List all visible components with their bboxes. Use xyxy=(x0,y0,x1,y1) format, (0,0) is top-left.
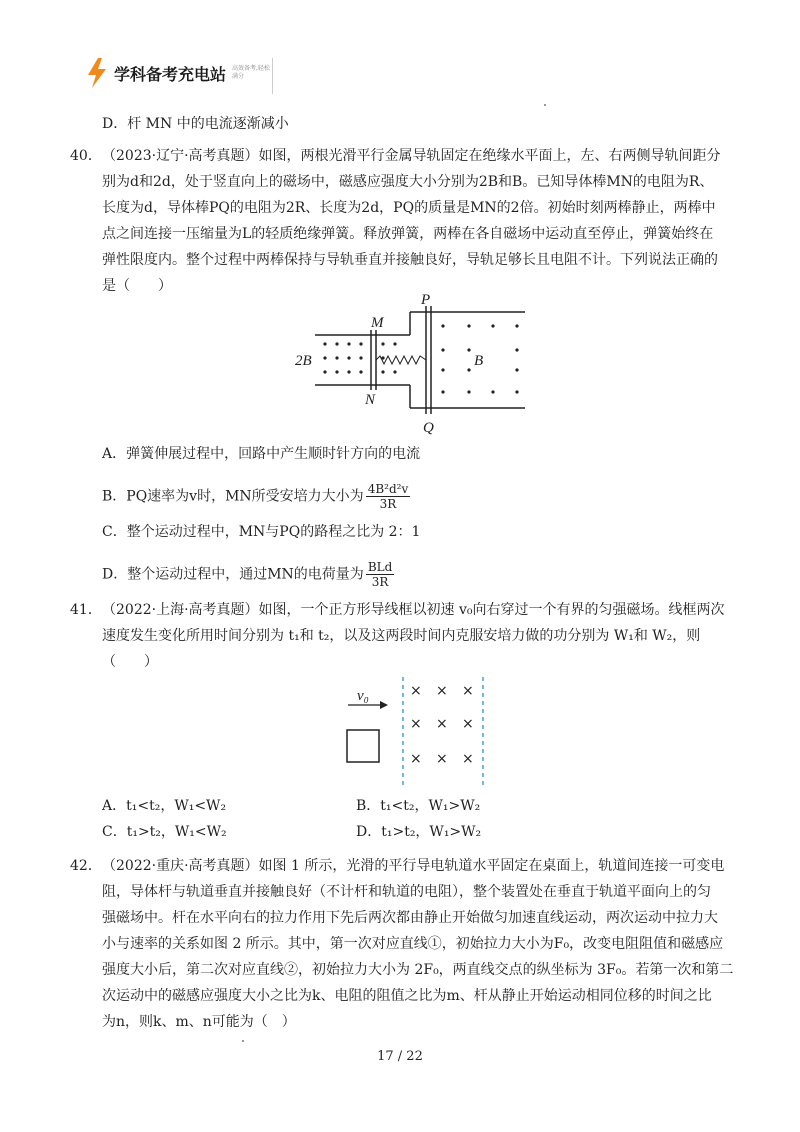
q40-line-4: 点之间连接一压缩量为L的轻质绝缘弹簧。释放弹簧，两棒在各自磁场中运动直至停止，弹簧始终在 xyxy=(102,226,714,242)
q41-option-c: C．t₁>t₂，W₁<W₂ xyxy=(102,824,227,840)
logo-title: 学科备考充电站 xyxy=(114,64,227,84)
label-N: N xyxy=(365,392,376,408)
svg-text:×: × xyxy=(462,716,474,732)
svg-text:×: × xyxy=(410,683,422,699)
q40-figure xyxy=(285,290,535,440)
label-v0: v₀ xyxy=(357,688,369,704)
q41-line-2: 速度发生变化所用时间分别为 t₁和 t₂，以及这两段时间内克服安培力做的功分别为 W₁和 W₂，则 xyxy=(102,628,701,644)
q42-line-5: 强度大小后，第二次对应直线②，初始拉力大小为 2F₀，两直线交点的纵坐标为 3F₀。若第一次和第二 xyxy=(102,962,734,978)
svg-text:×: × xyxy=(410,751,422,767)
page-number: 17 / 22 xyxy=(377,1049,423,1064)
header-divider xyxy=(272,58,273,94)
q40-line-5: 弹性限度内。整个过程中两棒保持与导轨垂直并接触良好，导轨足够长且电阻不计。下列说法正确的 xyxy=(102,252,718,268)
svg-text:×: × xyxy=(436,716,448,732)
q42-line-3: 强磁场中。杆在水平向右的拉力作用下先后两次都由静止开始做匀加速直线运动，两次运动中拉力大 xyxy=(102,910,718,926)
q40-option-d: D．整个运动过程中，通过MN的电荷量为 $\frac{\text{BLd}}{3R}$ xyxy=(102,560,393,589)
label-2B: 2B xyxy=(295,353,312,369)
lightning-icon xyxy=(86,58,108,88)
q40-option-c: C．整个运动过程中，MN与PQ的路程之比为 2：1 xyxy=(102,524,421,540)
q41-line-3: （ ） xyxy=(102,654,158,670)
header-logo xyxy=(86,58,272,88)
q40-line-3: 长度为d，导体棒PQ的电阻为2R、长度为2d，PQ的质量是MN的2倍。初始时刻两棒静止，两棒中 xyxy=(102,200,716,216)
svg-text:×: × xyxy=(462,683,474,699)
decor-dot xyxy=(544,104,546,106)
q41-option-b: B．t₁<t₂，W₁>W₂ xyxy=(356,798,481,814)
svg-text:×: × xyxy=(436,683,448,699)
q42-line-7: 为n，则k、m、n可能为（ ） xyxy=(102,1014,296,1030)
q40-option-d-fraction: $\frac{\text{BLd}}{3R}$ xyxy=(367,560,393,589)
q42-line-4: 小与速率的关系如图 2 所示。其中，第一次对应直线①，初始拉力大小为F₀，改变电阻阻值和磁感应 xyxy=(102,936,724,952)
field-dots-left xyxy=(323,342,396,373)
square-loop xyxy=(347,730,379,762)
q39-option-d: D．杆 MN 中的电流逐渐减小 xyxy=(102,116,289,132)
q42-line-1: （2022·重庆·高考真题）如图 1 所示，光滑的平行导电轨道水平固定在桌面上，轨道间连接一可变电 xyxy=(102,858,725,874)
label-B: B xyxy=(474,353,484,369)
field-crosses xyxy=(410,683,474,767)
label-Q: Q xyxy=(423,420,434,436)
q40-line-1: （2023·辽宁·高考真题）如图，两根光滑平行金属导轨固定在绝缘水平面上，左、右两侧导轨间距分 xyxy=(102,148,721,164)
q40-number: 40． xyxy=(70,148,102,164)
q41-line-1: （2022·上海·高考真题）如图，一个正方形导线框以初速 v₀向右穿过一个有界的匀强磁场。线框两次 xyxy=(102,602,725,618)
q40-option-a: A．弹簧伸展过程中，回路中产生顺时针方向的电流 xyxy=(102,446,421,462)
label-P: P xyxy=(421,292,431,308)
decor-dot-2 xyxy=(242,1040,244,1042)
label-M: M xyxy=(371,315,384,331)
q41-figure xyxy=(340,675,500,790)
q42-line-2: 阻，导体杆与轨道垂直并接触良好（不计杆和轨道的电阻），整个装置处在垂直于轨道平面向上的匀 xyxy=(102,884,711,900)
q41-option-d: D．t₁>t₂，W₁>W₂ xyxy=(356,824,482,840)
svg-text:×: × xyxy=(410,716,422,732)
q41-number: 41． xyxy=(70,602,102,618)
q42-number: 42． xyxy=(70,858,102,874)
svg-text:×: × xyxy=(462,751,474,767)
svg-text:×: × xyxy=(436,751,448,767)
q42-line-6: 次运动中的磁感应强度大小之比为k、电阻的阻值之比为m、杆从静止开始运动相同位移的时间之比 xyxy=(102,988,712,1004)
q41-option-a: A．t₁<t₂，W₁<W₂ xyxy=(102,798,227,814)
q40-option-b: B．PQ速率为v时，MN所受安培力大小为 $\frac{\text{4B²d²v}}{3R}$ xyxy=(102,482,409,511)
q40-line-2: 别为d和2d，处于竖直向上的磁场中，磁感应强度大小分别为2B和B。已知导体棒MN的电阻为R、 xyxy=(102,174,714,190)
logo-tagline: 高效备考,轻松满分 xyxy=(232,65,270,80)
q40-line-6: 是（ ） xyxy=(102,278,172,294)
q40-option-b-fraction: $\frac{\text{4B²d²v}}{3R}$ xyxy=(367,482,409,511)
